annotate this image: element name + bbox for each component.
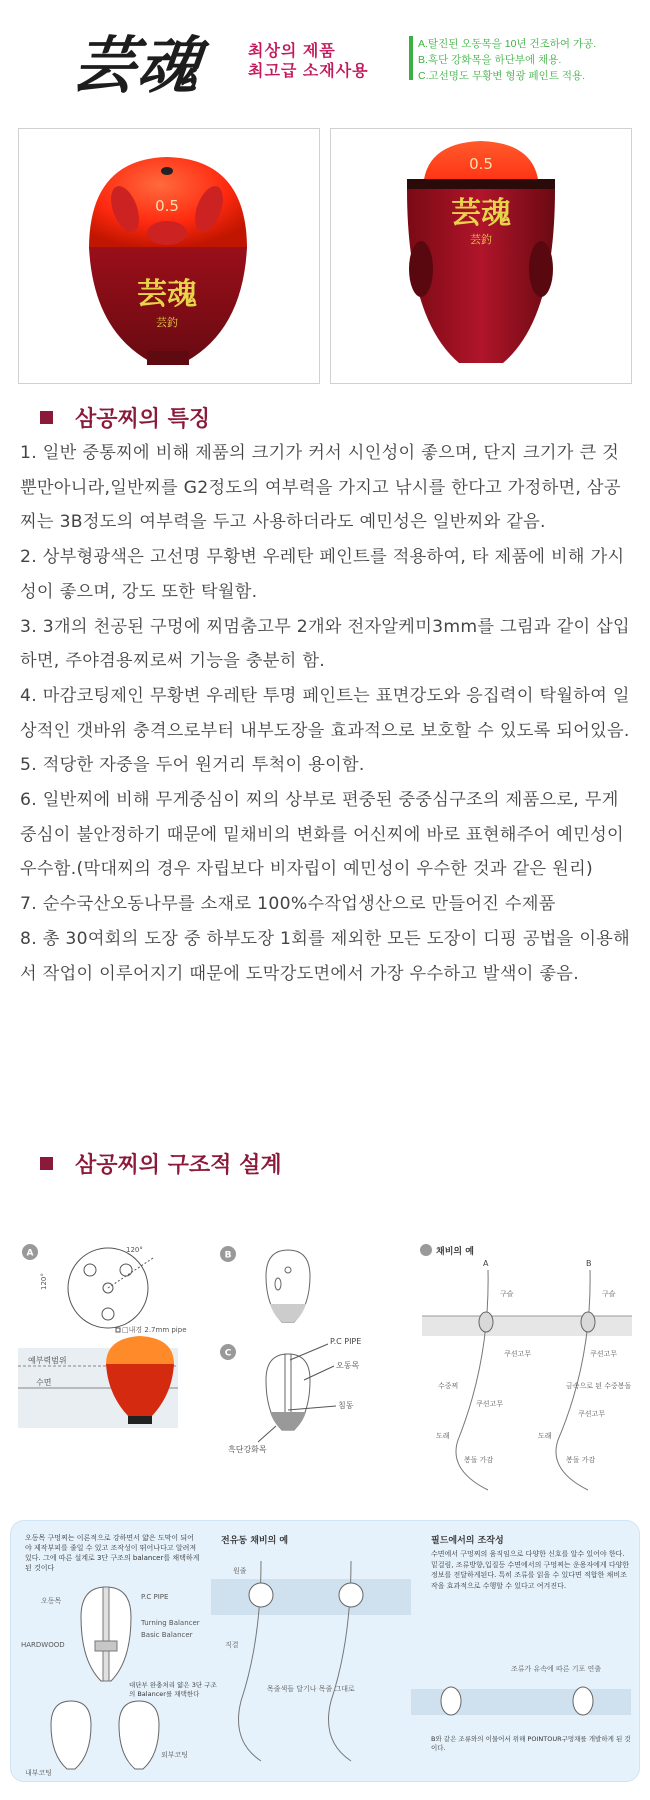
structure-diagrams xyxy=(18,1240,638,1505)
right-text: 수면에서 구멍찌의 움직임으로 다양한 신호를 알수 있어야 한다. 밑걸림, 조류방향,입질등 수면에서의 구멍찌는 운용자에게 다양한 정보를 전달하게된다. 특히 조류를 읽을 수 있다면 적합한 채비조작을 효과적으로 수행할 수 있다고 여겨진다. xyxy=(431,1550,630,1590)
rig-left-label: 쿠션고무 xyxy=(476,1400,504,1408)
rig-title: 채비의 예 xyxy=(436,1247,474,1257)
rig-left-label: 구슬 xyxy=(500,1290,514,1298)
photo-logo: 芸魂 xyxy=(137,277,197,312)
rig-left-label: 봉돌 가감 xyxy=(464,1456,494,1464)
part-label: 오동목 xyxy=(41,1597,62,1605)
product-photo-side xyxy=(330,128,632,384)
features-heading xyxy=(40,402,210,433)
part-label: 오동목 xyxy=(336,1361,360,1370)
feature-item: 8. 총 30여회의 도장 중 하부도장 1회를 제외한 모든 도장이 디핑 공법을 이용해서 작업이 이루어지기 때문에 도막강도면에서 가장 우수하고 발색이 좋음. xyxy=(20,928,631,984)
water-label: 수면 xyxy=(36,1378,52,1387)
rig-right-label: 봉돌 가감 xyxy=(566,1456,596,1464)
brand-logo: 芸魂 xyxy=(69,29,206,102)
feature-item: 2. 상부형광색은 고선명 무황변 우레탄 페인트를 적용하여, 타 제품에 비해 가시성이 좋으며, 강도 또한 탁월함. xyxy=(20,547,625,602)
feature-item: 3. 3개의 천공된 구멍에 찌멈춤고무 2개와 전자알케미3mm를 그림과 같이 삽입하면, 주야겸용찌로써 기능을 충분히 함. xyxy=(20,616,630,672)
rig-left-label: 수중찌 xyxy=(438,1382,459,1390)
angle-label: 120° xyxy=(40,1273,48,1290)
diagram-c xyxy=(220,1337,361,1454)
photo-logo: 芸魂 xyxy=(451,196,511,231)
rig-right-label: 쿠션고무 xyxy=(590,1350,618,1358)
feature-item: 4. 마감코팅제인 무황변 우레탄 투명 페인트는 표면강도와 응집력이 탁월하여 일상적인 갯바위 충격으로부터 내부도장을 효과적으로 보호할 수 있도록 되어있음. xyxy=(20,685,630,741)
balancer-note: 대단부 완충처리 얇은 3단 구조의 Balancer를 채택한다 xyxy=(129,1681,217,1698)
middle-title: 전유동 채비의 예 xyxy=(221,1536,289,1546)
tagline-premium-material: 최고급 소재사용 xyxy=(248,63,369,80)
rig-right-label: 도래 xyxy=(538,1432,552,1440)
tagline-best-product: 최상의 제품 xyxy=(248,43,336,60)
right-title: 필드에서의 조작성 xyxy=(431,1536,504,1546)
part-label: P.C PIPE xyxy=(330,1337,362,1346)
header xyxy=(0,0,650,115)
part-label: Turning Balancer xyxy=(141,1619,200,1627)
feature-accent-bar xyxy=(409,36,413,80)
intro-text: 오동목 구멍찌는 이론적으로 강하면서 얇은 도막이 되어야 제작부피를 줄일 수 있고 조작성이 뛰어나다고 알려져 있다. 그에 따른 설계로 3단 구조의 balancer를 채택하게 된 것이다 xyxy=(25,1534,200,1572)
rig-label-top: B xyxy=(586,1259,592,1268)
badge-c: C xyxy=(224,1348,232,1359)
part-label: 흑단강화목 xyxy=(228,1445,267,1454)
coating-label: 내부코팅 xyxy=(25,1769,53,1777)
lower-info-panel xyxy=(10,1520,640,1782)
feature-item: 7. 순수국산오동나무를 소재로 100%수작업생산으로 만들어진 수제품 xyxy=(20,894,556,915)
feature-line: A.탈진된 오동목을 10년 건조하여 가공. xyxy=(418,38,597,50)
rig-label: 직결 xyxy=(225,1641,239,1649)
range-label: 예부력범위 xyxy=(28,1356,67,1365)
rig-label: 원줄 xyxy=(233,1567,247,1575)
diagram-b xyxy=(220,1246,310,1322)
rig-example-diagram xyxy=(420,1244,632,1490)
part-label: P.C PIPE xyxy=(141,1593,169,1601)
bullet-square-icon xyxy=(40,411,53,424)
photo-sub-logo: 芸釣 xyxy=(470,233,492,246)
structure-heading xyxy=(40,1148,282,1179)
part-label: HARDWOOD xyxy=(21,1641,65,1649)
badge-a: A xyxy=(26,1248,34,1259)
pipe-label: □내경 2.7mm pipe xyxy=(122,1326,187,1334)
badge-b: B xyxy=(224,1250,232,1261)
part-label: 침동 xyxy=(338,1401,354,1410)
feature-line: C.고선명도 무황변 형광 페인트 적용. xyxy=(418,70,586,82)
rig-left-label: 쿠션고무 xyxy=(504,1350,532,1358)
diagram-a xyxy=(18,1244,187,1428)
rig-right-label: 금속으로 된 수중봉돌 xyxy=(566,1382,632,1390)
feature-item: 6. 일반찌에 비해 무게중심이 찌의 상부로 편중된 중중심구조의 제품으로, 무게중심이 불안정하기 때문에 밑채비의 변화를 어신찌에 바로 표현해주어 예민성이 우수함.(막대찌의 경우 자립보다 비자립이 예민성이 우수한 것과 같은 원리) xyxy=(20,790,624,880)
rig-right-label: 쿠션고무 xyxy=(578,1410,606,1418)
product-photo-front xyxy=(18,128,320,384)
part-label: Basic Balancer xyxy=(141,1631,193,1639)
photo-sub-logo: 芸釣 xyxy=(156,316,178,329)
feature-item: 1. 일반 중통찌에 비해 제품의 크기가 커서 시인성이 좋으며, 단지 크기가 큰 것 뿐만아니라,일반찌를 G2정도의 여부력을 가지고 낚시를 한다고 가정하면, 삼공찌는 3B정도의 여부력을 두고 사용하더라도 예민성은 일반찌와 같음. xyxy=(20,443,621,533)
rig-right-label: 구슬 xyxy=(602,1290,616,1298)
right-footer: B와 같은 조류와의 이물어서 위해 POINTOUR구멍채를 개발하게 된 것이다. xyxy=(431,1735,631,1752)
coating-label: 외부코팅 xyxy=(161,1751,189,1759)
size-label: 0.5 xyxy=(469,155,493,173)
structure-heading-text: 삼공찌의 구조적 설계 xyxy=(75,1153,282,1178)
rig-left-label: 도래 xyxy=(436,1432,450,1440)
rig-label: 목줄색들 달기나 목줄 그대로 xyxy=(267,1685,355,1693)
bullet-square-icon xyxy=(40,1157,53,1170)
angle-label: 120° xyxy=(126,1246,143,1254)
size-label: 0.5 xyxy=(155,197,179,215)
feature-item: 5. 적당한 자중을 두어 원거리 투척이 용이함. xyxy=(20,755,365,776)
feature-line: B.흑단 강화목을 하단부에 채용. xyxy=(418,54,562,66)
features-heading-text: 삼공찌의 특징 xyxy=(75,407,211,432)
rig-label-top: A xyxy=(483,1259,489,1268)
flow-note: 조류가 유속에 따른 기포 연출 xyxy=(511,1665,602,1673)
features-list xyxy=(20,436,635,991)
